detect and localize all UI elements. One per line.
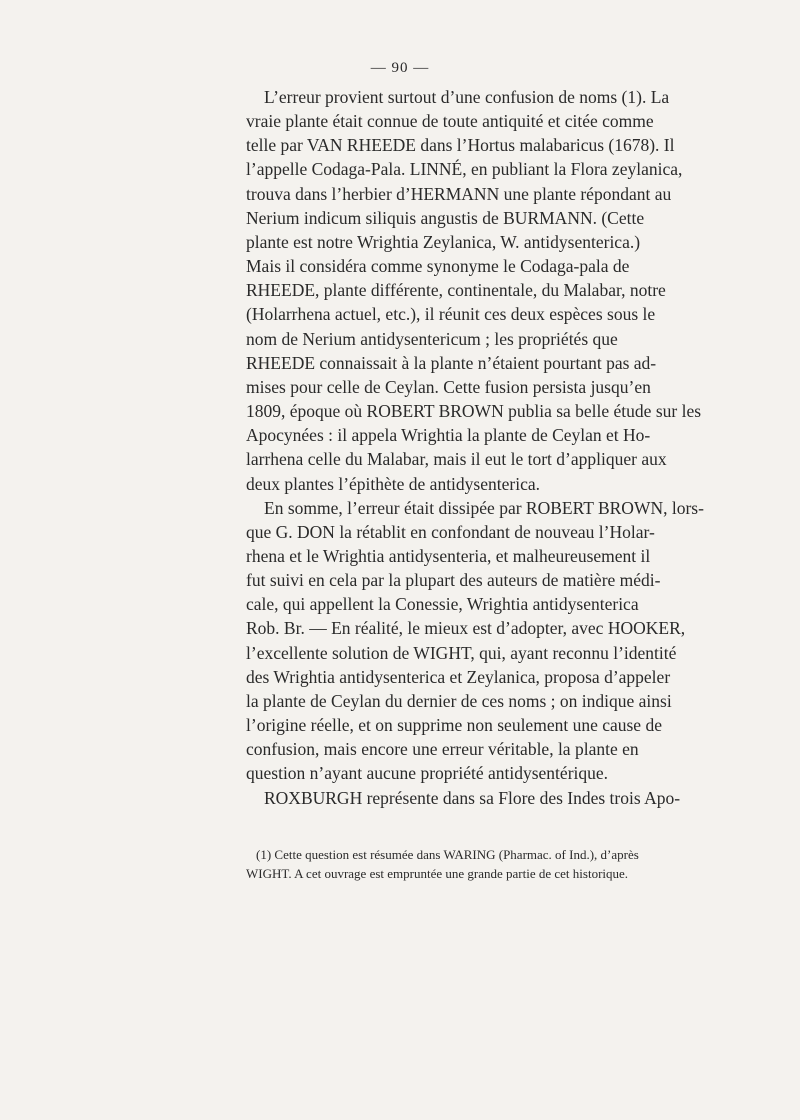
footnote-line: (1) Cette question est résumée dans WARING (Pharmac. of Ind.), d’après: [256, 847, 639, 862]
text-line: la plante de Ceylan du dernier de ces noms ; on indique ainsi: [246, 690, 672, 711]
text-line: mises pour celle de Ceylan. Cette fusion persista jusqu’en: [246, 376, 651, 397]
text-line: ROXBURGH représente dans sa Flore des Indes trois Apo-: [264, 787, 681, 808]
text-line: En somme, l’erreur était dissipée par ROBERT BROWN, lors-: [264, 497, 704, 518]
page-number: — 90 —: [370, 60, 430, 76]
text-line: RHEEDE, plante différente, continentale, du Malabar, notre: [246, 280, 666, 301]
text-line: (Holarrhena actuel, etc.), il réunit ces deux espèces sous le: [246, 304, 656, 325]
text-line: cale, qui appellent la Conessie, Wrightia antidysenterica: [246, 594, 639, 615]
text-line: Nerium indicum siliquis angustis de BURMANN. (Cette: [246, 207, 645, 228]
text-line: Mais il considéra comme synonyme le Codaga-pala de: [246, 256, 630, 277]
text-line: telle par VAN RHEEDE dans l’Hortus malabaricus (1678). Il: [246, 135, 675, 156]
text-line: trouva dans l’herbier d’HERMANN une plante répondant au: [246, 183, 672, 204]
text-line: l’origine réelle, et on supprime non seulement une cause de: [246, 715, 662, 736]
footnote-line: WIGHT. A cet ouvrage est empruntée une grande partie de cet historique.: [246, 866, 629, 881]
text-line: 1809, époque où ROBERT BROWN publia sa belle étude sur les: [246, 401, 702, 422]
text-line: RHEEDE connaissait à la plante n’étaient pourtant pas ad-: [246, 352, 657, 373]
text-line: larrhena celle du Malabar, mais il eut le tort d’appliquer aux: [246, 449, 667, 470]
text-line: Rob. Br. — En réalité, le mieux est d’adopter, avec HOOKER,: [246, 618, 686, 639]
text-line: rhena et le Wrightia antidysenteria, et malheureusement il: [246, 545, 651, 566]
text-line: nom de Nerium antidysentericum ; les propriétés que: [246, 328, 618, 349]
text-line: l’appelle Codaga-Pala. LINNÉ, en publiant la Flora zeylanica,: [246, 159, 683, 180]
text-line: vraie plante était connue de toute antiquité et citée comme: [246, 111, 654, 132]
text-line: L’erreur provient surtout d’une confusion de noms (1). La: [264, 87, 670, 107]
text-line: confusion, mais encore une erreur véritable, la plante en: [246, 739, 639, 760]
text-line: Apocynées : il appela Wrightia la plante de Ceylan et Ho-: [246, 425, 651, 446]
body-text: [246, 85, 730, 810]
text-line: que G. DON la rétablit en confondant de nouveau l’Holar-: [246, 521, 655, 542]
text-line: fut suivi en cela par la plupart des auteurs de matière médi-: [246, 570, 661, 591]
text-line: deux plantes l’épithète de antidysenterica.: [246, 473, 540, 494]
text-line: des Wrightia antidysenterica et Zeylanica, proposa d’appeler: [246, 666, 671, 687]
footnote: [246, 845, 730, 883]
text-line: l’excellente solution de WIGHT, qui, ayant reconnu l’identité: [246, 642, 677, 663]
text-line: question n’ayant aucune propriété antidysentérique.: [246, 763, 609, 784]
text-line: plante est notre Wrightia Zeylanica, W. antidysenterica.): [246, 231, 641, 252]
